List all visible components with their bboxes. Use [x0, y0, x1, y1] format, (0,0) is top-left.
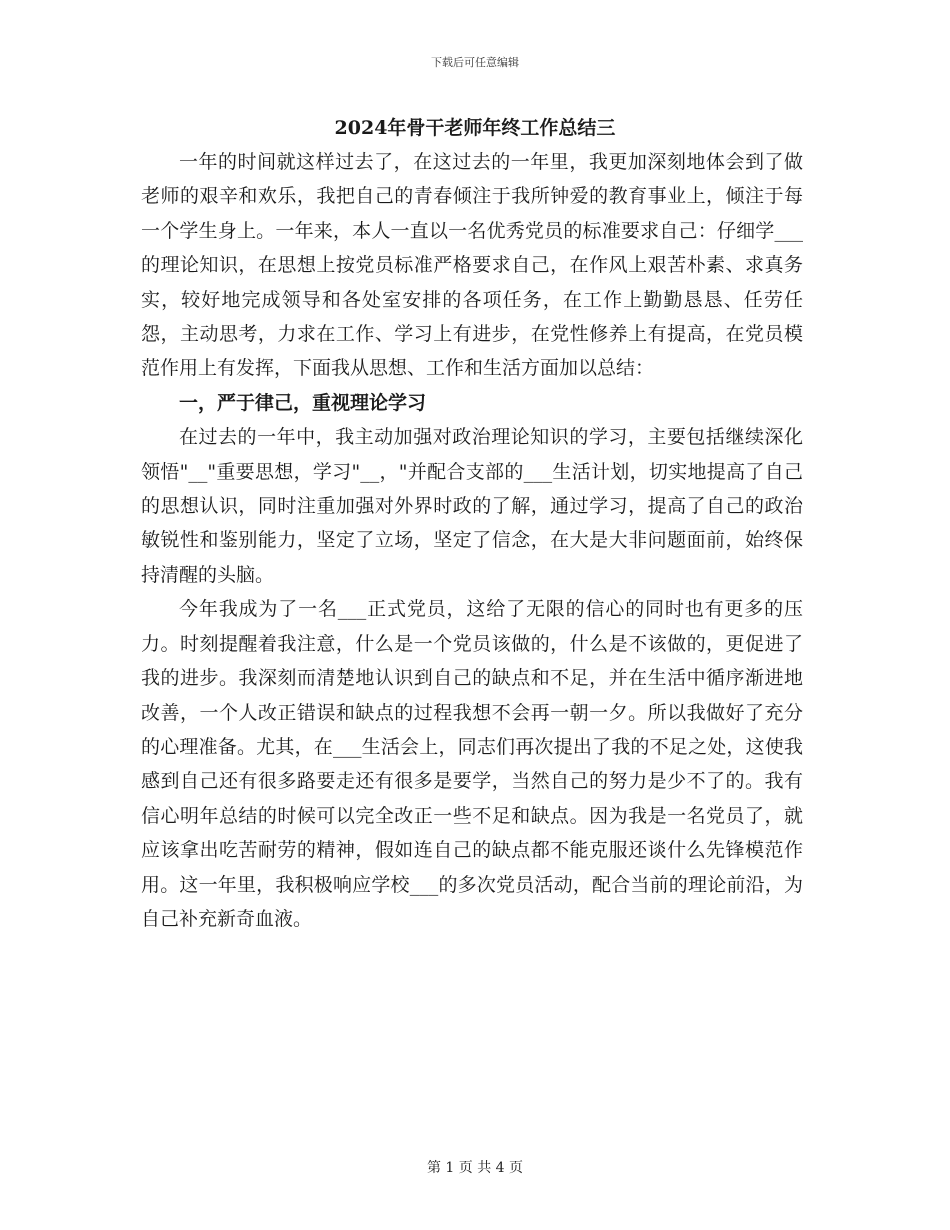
paragraph-theory-study: 在过去的一年中，我主动加强对政治理论知识的学习，主要包括继续深化领悟"__"重要思想，学习"__，"并配合支部的___生活计划，切实地提高了自己的思想认识，同时注重加强对外界时政的了解，通过学习，提高了自己的政治敏锐性和鉴别能力，坚定了立场，坚定了信念，在大是大非问题面前，始终保持清醒的头脑。	[141, 426, 803, 586]
paragraph-party-member: 今年我成为了一名___正式党员，这给了无限的信心的同时也有更多的压力。时刻提醒着我注意，什么是一个党员该做的，什么是不该做的，更促进了我的进步。我深刻而清楚地认识到自己的缺点和不足，并在生活中循序渐进地改善，一个人改正错误和缺点的过程我想不会再一朝一夕。所以我做好了充分的心理准备。尤其，在___生活会上，同志们再次提出了我的不足之处，这使我感到自己还有很多路要走还有很多是要学，当然自己的努力是少不了的。我有信心明年总结的时候可以完全改正一些不足和缺点。因为我是一名党员了，就应该拿出吃苦耐劳的精神，假如连自己的缺点都不能克服还谈什么先锋模范作用。这一年里，我积极响应学校___的多次党员活动，配合当前的理论前沿，为自己补充新奇血液。	[141, 598, 803, 930]
document-body	[141, 145, 803, 936]
section-heading-1: 一，严于律己，重视理论学习	[179, 391, 427, 414]
header-note: 下载后可任意编辑	[431, 56, 519, 69]
paragraph-intro: 一年的时间就这样过去了，在这过去的一年里，我更加深刻地体会到了做老师的艰辛和欢乐，我把自己的青春倾注于我所钟爱的教育事业上，倾注于每一个学生身上。一年来，本人一直以一名优秀党员的标准要求自己：仔细学___的理论知识，在思想上按党员标准严格要求自己，在作风上艰苦朴素、求真务实，较好地完成领导和各处室安排的各项任务，在工作上勤勤恳恳、任劳任怨，主动思考，力求在工作、学习上有进步，在党性修养上有提高，在党员模范作用上有发挥，下面我从思想、工作和生活方面加以总结：	[141, 151, 803, 380]
document-title: 2024年骨干老师年终工作总结三	[334, 117, 616, 139]
page-number: 第 1 页 共 4 页	[426, 1160, 524, 1176]
